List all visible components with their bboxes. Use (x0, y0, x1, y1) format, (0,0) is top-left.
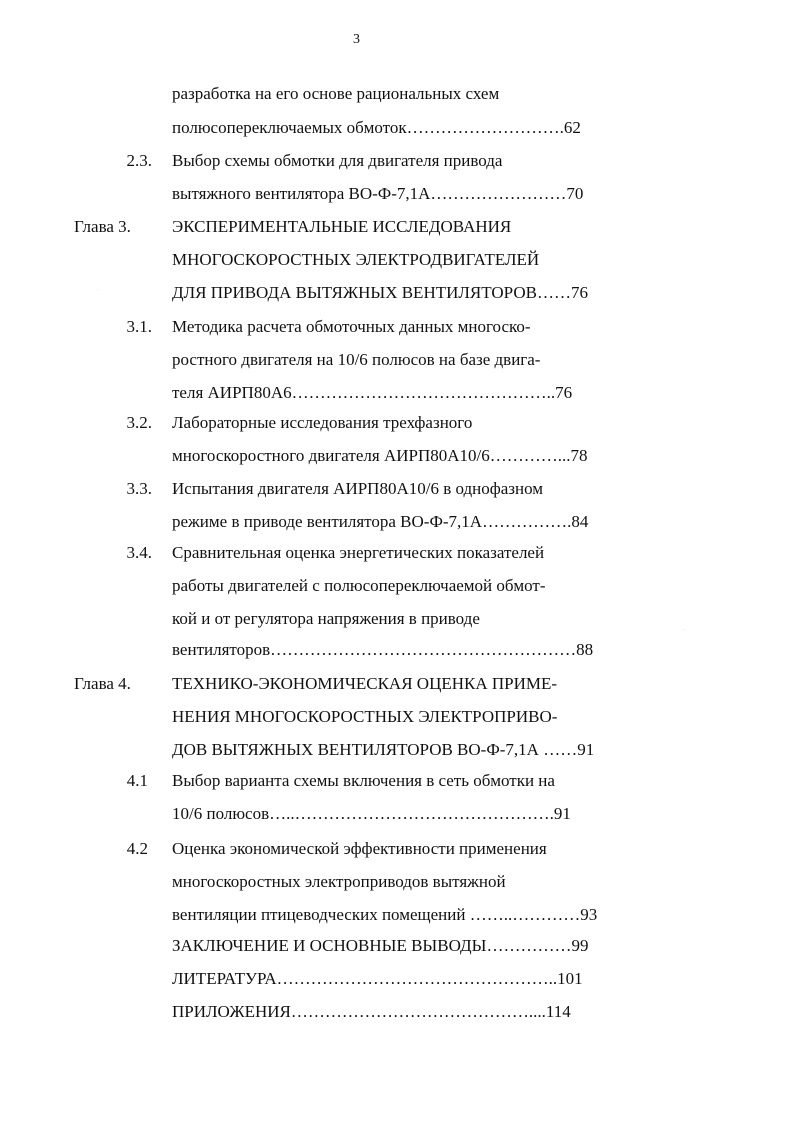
toc-line: 10/6 полюсов…..……………………………………….91 (172, 804, 571, 823)
section-number: 3.1. (126, 317, 152, 336)
toc-line: ЗАКЛЮЧЕНИЕ И ОСНОВНЫЕ ВЫВОДЫ……………99 (172, 936, 589, 955)
section-number: 3.3. (126, 479, 152, 498)
toc-line: ЭКСПЕРИМЕНТАЛЬНЫЕ ИССЛЕДОВАНИЯ (172, 217, 512, 236)
toc-line: ЛИТЕРАТУРА…………………………………………..101 (172, 969, 583, 988)
toc-line: Лабораторные исследования трехфазного (172, 413, 473, 432)
scan-speck: · (683, 627, 685, 632)
section-number: 4.1 (126, 771, 148, 790)
page-number: 3 (353, 32, 360, 47)
toc-line: многоскоростного двигателя АИРП80А10/6…………...78 (172, 446, 588, 465)
toc-line: многоскоростных электроприводов вытяжной (172, 872, 506, 891)
toc-line: ростного двигателя на 10/6 полюсов на базе двига- (172, 350, 541, 369)
toc-line: режиме в приводе вентилятора ВО-Ф-7,1А…………….84 (172, 512, 589, 531)
toc-line: кой и от регулятора напряжения в приводе (172, 609, 480, 628)
section-number: 2.3. (126, 151, 152, 170)
toc-line: ТЕХНИКО-ЭКОНОМИЧЕСКАЯ ОЦЕНКА ПРИМЕ- (172, 674, 558, 693)
toc-line: вентиляторов………………………………………………88 (172, 640, 594, 659)
toc-line: разработка на его основе рациональных схем (172, 84, 500, 103)
toc-line: теля АИРП80А6………………………………………..76 (172, 383, 573, 402)
toc-line: Выбор варианта схемы включения в сеть обмотки на (172, 771, 555, 790)
toc-line: Выбор схемы обмотки для двигателя привода (172, 151, 503, 170)
toc-line: работы двигателей с полюсопереключаемой обмот- (172, 576, 546, 595)
toc-line: Сравнительная оценка энергетических показателей (172, 543, 545, 562)
chapter-label: Глава 4. (74, 674, 131, 693)
chapter-label: Глава 3. (74, 217, 131, 236)
toc-line: Методика расчета обмоточных данных многоско- (172, 317, 531, 336)
toc-line: вытяжного вентилятора ВО-Ф-7,1А……………………70 (172, 184, 584, 203)
toc-line: ПРИЛОЖЕНИЯ……………………………………....114 (172, 1002, 571, 1021)
toc-line: Испытания двигателя АИРП80А10/6 в однофазном (172, 479, 544, 498)
section-number: 4.2 (126, 839, 148, 858)
toc-line: ДОВ ВЫТЯЖНЫХ ВЕНТИЛЯТОРОВ ВО-Ф-7,1А ……91 (172, 740, 595, 759)
toc-line: вентиляции птицеводческих помещений ……..…………93 (172, 905, 598, 924)
toc-line: Оценка экономической эффективности применения (172, 839, 547, 858)
scan-speck: · (97, 287, 99, 292)
toc-line: ДЛЯ ПРИВОДА ВЫТЯЖНЫХ ВЕНТИЛЯТОРОВ……76 (172, 283, 588, 302)
toc-line: МНОГОСКОРОСТНЫХ ЭЛЕКТРОДВИГАТЕЛЕЙ (172, 250, 540, 269)
section-number: 3.2. (126, 413, 152, 432)
toc-line: НЕНИЯ МНОГОСКОРОСТНЫХ ЭЛЕКТРОПРИВО- (172, 707, 558, 726)
section-number: 3.4. (126, 543, 152, 562)
toc-line: полюсопереключаемых обмоток……………………….62 (172, 118, 581, 137)
